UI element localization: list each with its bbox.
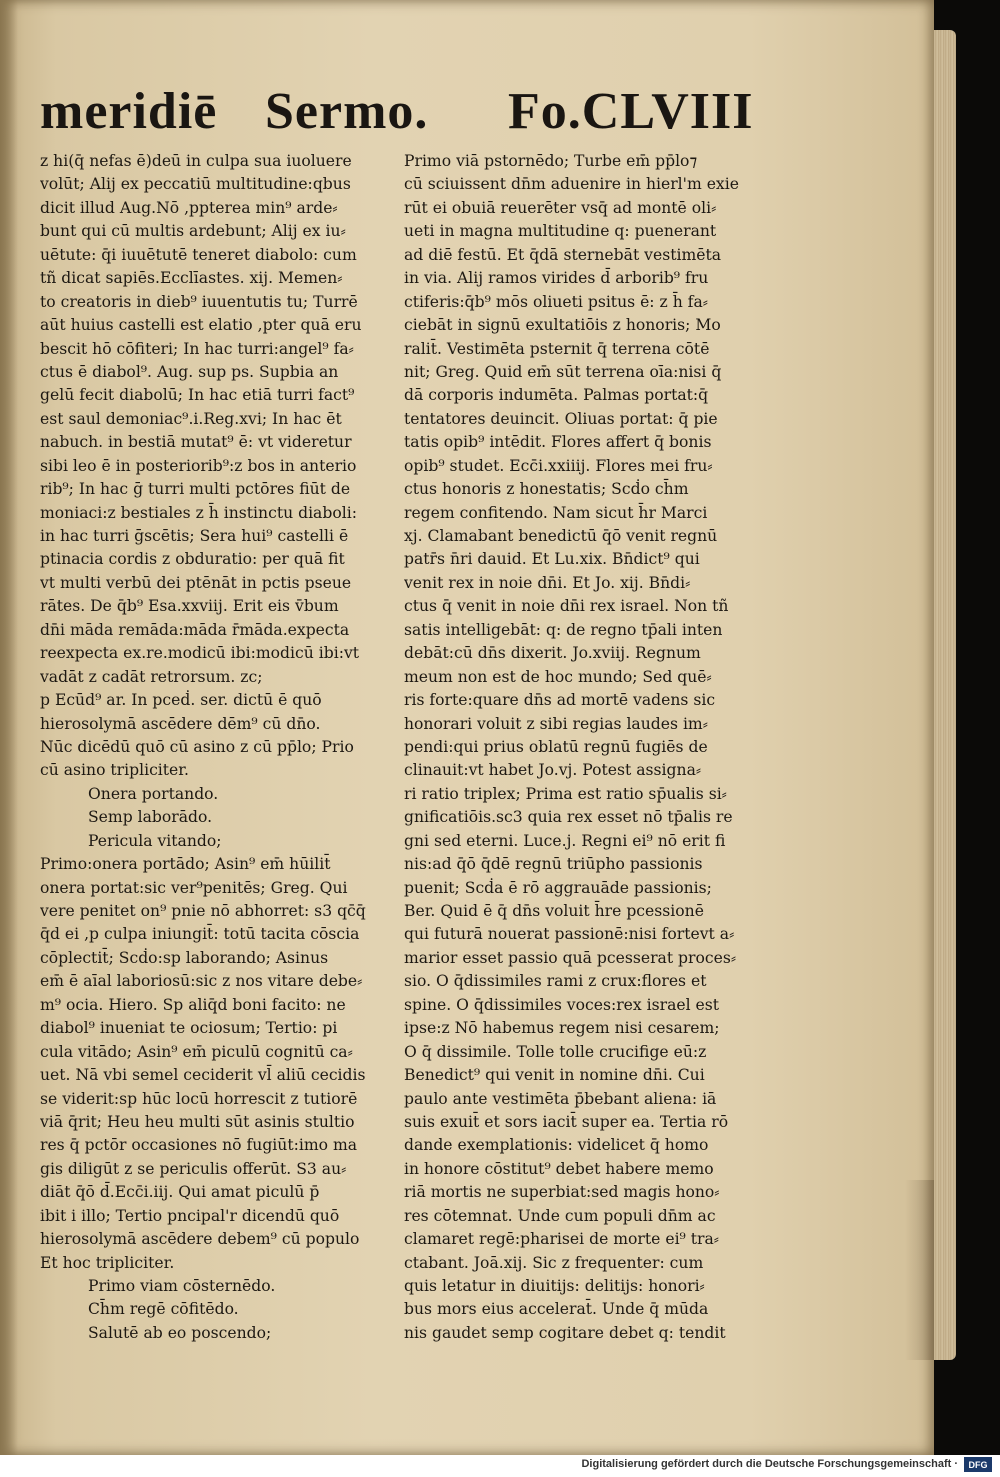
text-line: Onera portando. (88, 784, 219, 803)
text-line: res cōtemnat. Unde cum populi dn̄m ac (404, 1206, 716, 1225)
header-left: meridiē (40, 83, 218, 140)
text-line: cū sciuissent dn̄m aduenire in hierl'm exie (404, 175, 739, 194)
text-line: viā q̄rit; Heu heu multi sūt asinis stultio (40, 1112, 355, 1131)
text-line: dā corporis indumēta. Palmas portat:q̄ (404, 386, 709, 405)
text-line: vere penitet on⁹ pnie nō abhorret: s3 qc̄q̄ (40, 902, 366, 920)
text-line: p Ecūd⁹ ar. In pceḋ. ser. dictū ē quō (40, 691, 322, 710)
text-line: xj. Clamabant benedictū q̄ō venit regnū (404, 527, 718, 545)
text-line: regem confitendo. Nam sicut h̄r Marci (404, 503, 708, 522)
text-line: clinauit:vt habet Jo.vj. Potest assigna⸗ (404, 761, 702, 780)
text-line: in hac turri ḡscētis; Sera hui⁹ castelli ē (40, 527, 349, 545)
text-line: ciebāt in signū exultatiōis z honoris; Mo (404, 316, 721, 335)
text-line: opib⁹ studet. Ecc̄i.xxiiij. Flores mei fru⸗ (404, 456, 713, 475)
text-line: venit rex in noie dn̄i. Et Jo. xij. Bn̄di⸗ (404, 573, 691, 592)
text-line: ctus honoris z honestatis; Scḋo ch̄m (404, 480, 689, 499)
text-line: nabuch. in bestiā mutat⁹ ē: vt videretur (40, 433, 352, 452)
text-line: diāt q̄ō d̄.Ecc̄i.iij. Qui amat piculū p̄ (40, 1183, 320, 1202)
text-line: z hi(q̄ nefas ē)deū in culpa sua iuoluere (40, 152, 352, 170)
text-line: res q̄ pctōr occasiones nō fugiūt:imo ma (40, 1136, 358, 1155)
page-shadow (905, 1180, 935, 1360)
text-line: qui futurā nouerat passionē:nisi fortevt a⸗ (404, 925, 735, 944)
text-line: tentatores deuincit. Oliuas portat: q̄ pie (404, 409, 718, 428)
text-line: gelū fecit diabolū; In hac etiā turri fact⁹ (40, 386, 355, 405)
text-line: rātes. De q̄b⁹ Esa.xxviij. Erit eis v̄bum (40, 597, 339, 616)
text-line: rib⁹; In hac ḡ turri multi pctōres fiūt de (40, 480, 351, 499)
text-line: tatis opib⁹ intēdit. Flores affert q̄ bonis (404, 433, 712, 452)
text-line: Nūc dicēdū quō cū asino z cū pp̄lo; Prio (40, 737, 354, 756)
header-middle: Sermo. (265, 83, 429, 140)
text-line: gis diligūt z se periculis offerūt. S3 au⸗ (40, 1159, 347, 1178)
text-line: Primo:onera portādo; Asin⁹ em̄ hūilit̄ (40, 855, 331, 874)
text-line: ueti in magna multitudine q: puenerant (404, 222, 717, 241)
text-line: cōplectit̄; Scḋo:sp laborando; Asinus (40, 948, 329, 967)
text-line: meum non est de hoc mundo; Sed quē⸗ (404, 667, 712, 686)
footer-credit: Digitalisierung gefördert durch die Deutsche Forschungsgemeinschaft · (581, 1458, 958, 1470)
text-line: in honore cōstitut⁹ debet habere memo (404, 1159, 714, 1178)
text-line: gnificatiōis.sc3 quia rex esset nō tp̄alis re (404, 808, 733, 827)
text-line: ctabant. Joā.xij. Sic z frequenter: cum (404, 1253, 704, 1272)
text-line: tñ dicat sapiēs.Ecclīastes. xij. Memen⸗ (40, 269, 343, 288)
text-line: ad diē festū. Et q̄dā sternebāt vestimēta (404, 245, 722, 264)
text-line: ibit i illo; Tertio pncipal'r dicendū quō (40, 1206, 340, 1225)
text-line: nis:ad q̄ō q̄dē regnū triūpho passionis (404, 855, 703, 874)
text-line: suis exuit̄ et sors iacit̄ super ea. Tertia rō (404, 1112, 729, 1131)
text-line: Salutē ab eo poscendo; (88, 1323, 272, 1342)
text-line: Ch̄m regē cōfitēdo. (88, 1300, 239, 1319)
text-line: cū asino tripliciter. (40, 761, 189, 780)
text-line: honorari voluit z sibi regias laudes im⸗ (404, 714, 708, 733)
text-line: uet. Nā vbi semel ceciderit vl̄ aliū cecidis (40, 1066, 366, 1085)
text-line: diabol⁹ inueniat te ociosum; Tertio: pi (40, 1019, 338, 1038)
text-line: m⁹ ocia. Hiero. Sp aliq̄d boni facito: ne (40, 995, 346, 1014)
text-line: Primo viam cōsternēdo. (88, 1277, 276, 1295)
text-line: ctus ē diabol⁹. Aug. sup ps. Supbia an (40, 362, 339, 381)
text-line: Semp laborādo. (88, 808, 213, 827)
text-line: patr̄s n̄ri dauid. Et Lu.xix. Bn̄dict⁹ qui (404, 550, 700, 569)
text-line: uētute: q̄i iuuētutē teneret diabolo: cum (40, 245, 357, 264)
text-line: moniaci:z bestiales z h̄ instinctu diaboli: (40, 503, 357, 522)
right-text-column (404, 150, 768, 1345)
text-line: bus mors eius accelerat̄. Unde q̄ mūda (404, 1300, 709, 1319)
dfg-logo: DFG (964, 1457, 992, 1472)
text-line: sio. O q̄dissimiles rami z crux:flores et (404, 972, 707, 991)
text-line: satis intelligebāt: q: de regno tp̄ali inten (404, 620, 723, 639)
text-line: vadāt z cadāt retrorsum. zc; (40, 667, 263, 686)
text-line: Pericula vitando; (88, 831, 222, 850)
text-line: debāt:cū dn̄s dixerit. Jo.xviij. Regnum (404, 644, 701, 663)
text-line: pendi:qui prius oblatū regnū fugiēs de (404, 737, 708, 756)
left-text-column (40, 150, 402, 1345)
text-line: cula vitādo; Asin⁹ em̄ piculū cognitū ca⸗ (40, 1042, 353, 1061)
text-line: marior esset passio quā pcesserat proces⸗ (404, 948, 737, 967)
text-line: quis letatur in diuitijs: delitijs: honori⸗ (404, 1277, 705, 1295)
text-line: Primo viā pstornēdo; Turbe em̄ pp̄lo⁊ (404, 152, 698, 170)
text-line: sibi leo ē in posteriorib⁹:z bos in anterio (40, 456, 357, 475)
running-header (40, 82, 760, 152)
text-line: dande exemplationis: videlicet q̄ homo (404, 1136, 709, 1155)
text-line: Et hoc tripliciter. (40, 1253, 175, 1272)
text-line: clamaret regē:pharisei de morte ei⁹ tra⸗ (404, 1230, 719, 1249)
text-line: gni sed eterni. Luce.j. Regni ei⁹ nō erit fi (404, 831, 726, 850)
page-fore-edge (934, 30, 956, 1360)
text-line: onera portat:sic ver⁹penitēs; Greg. Qui (40, 878, 348, 897)
text-line: q̄d ei ,p culpa iniungit̄: totū tacita cōscia (40, 925, 360, 944)
text-line: ipse:z Nō habemus regem nisi cesarem; (404, 1019, 720, 1038)
text-line: Benedict⁹ qui venit in nomine dn̄i. Cui (404, 1066, 705, 1085)
text-line: ctus q̄ venit in noie dn̄i rex israel. Non tñ (404, 597, 729, 616)
text-line: vt multi verbū dei ptēnāt in pctis pseue (40, 573, 352, 592)
text-line: ralit̄. Vestimēta psternit q̄ terrena cōtē (404, 339, 710, 358)
text-line: puenit; Scḋa ē rō aggrauāde passionis; (404, 878, 712, 897)
text-line: hierosolymā ascēdere dēm⁹ cū dn̄o. (40, 714, 321, 733)
text-line: to creatoris in dieb⁹ iuuentutis tu; Turrē (40, 292, 358, 311)
text-line: in via. Alij ramos virides d̄ arborib⁹ fru (404, 269, 709, 288)
text-line: bunt qui cū multis ardebunt; Alij ex iu⸗ (40, 222, 346, 241)
text-line: ris forte:quare dn̄s ad mortē vadens sic (404, 691, 716, 710)
text-line: nit; Greg. Quid em̄ sūt terrena oīa:nisi q̄ (404, 362, 722, 381)
text-line: nis gaudet semp cogitare debet q: tendit (404, 1323, 726, 1342)
text-line: bescit hō cōfiteri; In hac turri:angel⁹ fa⸗ (40, 339, 354, 358)
text-line: est saul demoniac⁹.i.Reg.xvi; In hac ēt (40, 409, 342, 428)
text-line: ri ratio triplex; Prima est ratio sp̄ualis si⸗ (404, 784, 727, 803)
gutter-shadow (0, 0, 18, 1455)
text-line: aūt huius castelli est elatio ,pter quā eru (40, 316, 362, 335)
text-line: em̄ ē aīal laboriosū:sic z nos vitare debe⸗ (40, 972, 363, 991)
text-line: Ber. Quid ē q̄ dn̄s voluit h̄re pcessionē (404, 902, 704, 920)
text-line: paulo ante vestimēta p̄bebant aliena: iā (404, 1089, 717, 1108)
text-line: O q̄ dissimile. Tolle tolle crucifige eū:z (404, 1042, 707, 1061)
text-line: volūt; Alij ex peccatiū multitudine:qbus (40, 175, 351, 194)
text-line: reexpecta ex.re.modicū ibi:modicū ibi:vt (40, 644, 360, 663)
text-line: ptinacia cordis z obduratio: per quā fit (40, 550, 345, 569)
text-line: dn̄i māda remāda:māda r̄māda.expecta (40, 620, 350, 639)
text-line: dicit illud Aug.Nō ,ppterea min⁹ arde⸗ (40, 198, 338, 217)
folio-number: Fo.CLVIII (508, 83, 754, 140)
text-line: rūt ei obuiā reuerēter vsq̄ ad montē oli⸗ (404, 198, 717, 217)
text-line: riā mortis ne superbiat:sed magis hono⸗ (404, 1183, 720, 1202)
text-line: ctiferis:q̄b⁹ mōs oliueti psitus ē: z h̄ fa⸗ (404, 292, 708, 311)
text-line: spine. O q̄dissimiles voces:rex israel est (404, 995, 720, 1014)
text-line: hierosolymā ascēdere debem⁹ cū populo (40, 1230, 360, 1249)
text-line: se viderit:sp hūc locū horrescit z tutiorē (40, 1089, 358, 1108)
